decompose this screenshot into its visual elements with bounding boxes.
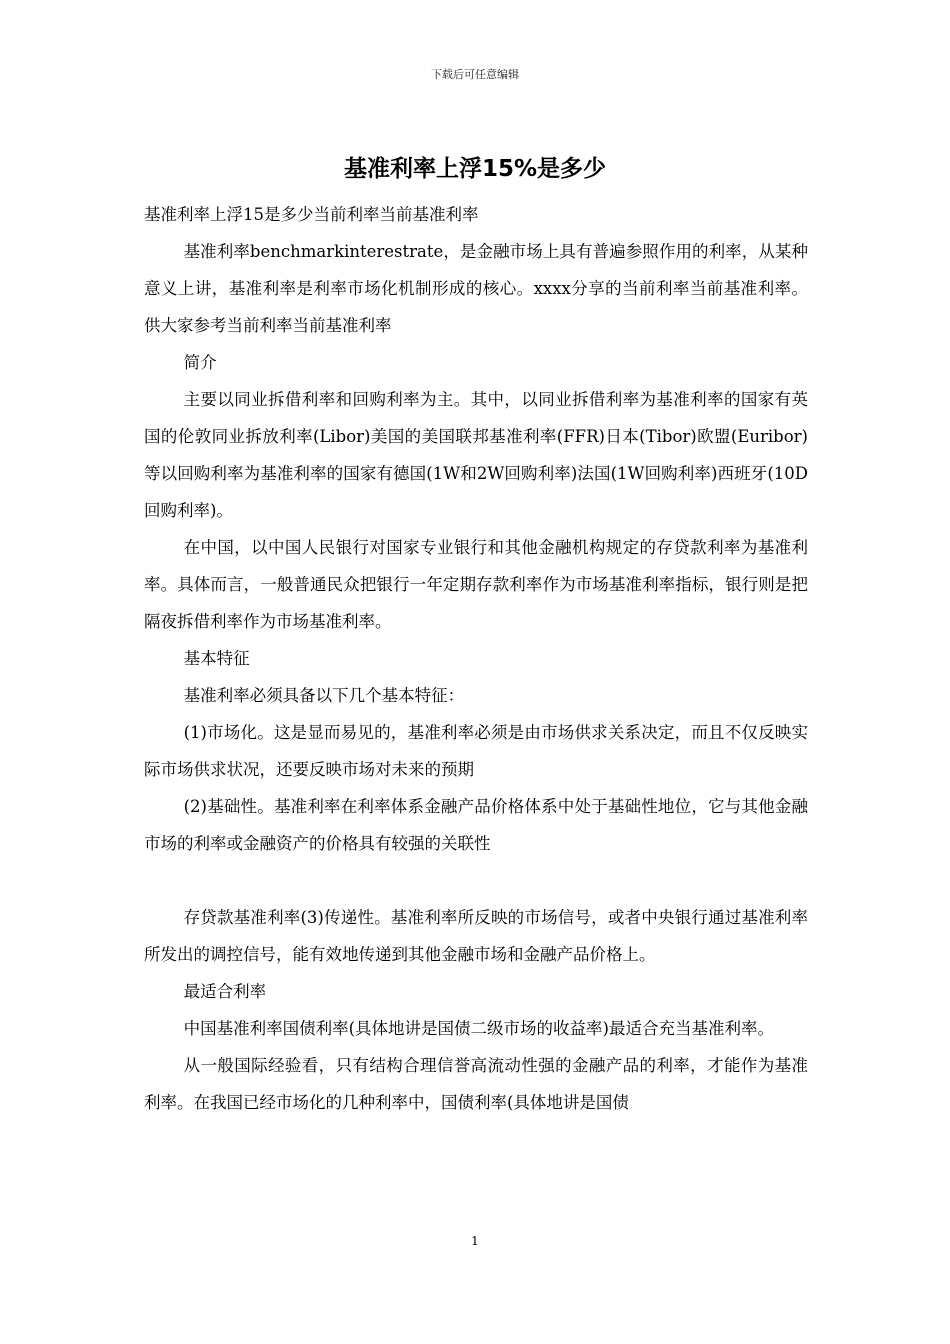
- paragraph-feature-2: (2)基础性。基准利率在利率体系金融产品价格体系中处于基础性地位，它与其他金融市场的利率或金融资产的价格具有较强的关联性: [144, 797, 808, 853]
- page-number: 1: [471, 1234, 479, 1248]
- section-heading-intro: 简介: [183, 353, 217, 372]
- page-header-note: 下载后可任意编辑: [431, 68, 519, 81]
- paragraph-spacer: [144, 862, 808, 899]
- paragraph-intro: 基准利率benchmarkinterestrate，是金融市场上具有普遍参照作用的利率，从某种意义上讲，基准利率是利率市场化机制形成的核心。xxxx分享的当前利率当前基准利率。供大家参考当前利率当前基准利率: [144, 242, 808, 335]
- paragraph-best-rate: 中国基准利率国债利率(具体地讲是国债二级市场的收益率)最适合充当基准利率。: [183, 1019, 774, 1038]
- paragraph-experience: 从一般国际经验看，只有结构合理信誉高流动性强的金融产品的利率，才能作为基准利率。在我国已经市场化的几种利率中，国债利率(具体地讲是国债: [144, 1056, 808, 1112]
- paragraph-china: 在中国，以中国人民银行对国家专业银行和其他金融机构规定的存贷款利率为基准利率。具体而言，一般普通民众把银行一年定期存款利率作为市场基准利率指标，银行则是把隔夜拆借利率作为市场基准利率。: [144, 538, 808, 631]
- section-heading-features: 基本特征: [183, 649, 250, 668]
- document-title: 基准利率上浮15%是多少: [343, 156, 607, 182]
- paragraph-features-lead: 基准利率必须具备以下几个基本特征：: [183, 686, 465, 705]
- section-heading-best-rate: 最适合利率: [183, 982, 267, 1001]
- paragraph-feature-1: (1)市场化。这是显而易见的，基准利率必须是由市场供求关系决定，而且不仅反映实际市场供求状况，还要反映市场对未来的预期: [144, 723, 808, 779]
- document-subtitle: 基准利率上浮15是多少当前利率当前基准利率: [144, 205, 479, 224]
- paragraph-feature-3: 存贷款基准利率(3)传递性。基准利率所反映的市场信号，或者中央银行通过基准利率所发出的调控信号，能有效地传递到其他金融市场和金融产品价格上。: [144, 908, 808, 964]
- paragraph-international: 主要以同业拆借利率和回购利率为主。其中，以同业拆借利率为基准利率的国家有英国的伦敦同业拆放利率(Libor)美国的美国联邦基准利率(FFR)日本(Tibor)欧盟(Euribor)等以回购利率为基准利率的国家有德国(1W和2W回购利率)法国(1W回购利率)西班牙(10D回购利率)。: [144, 390, 808, 520]
- document-body: [144, 196, 808, 1121]
